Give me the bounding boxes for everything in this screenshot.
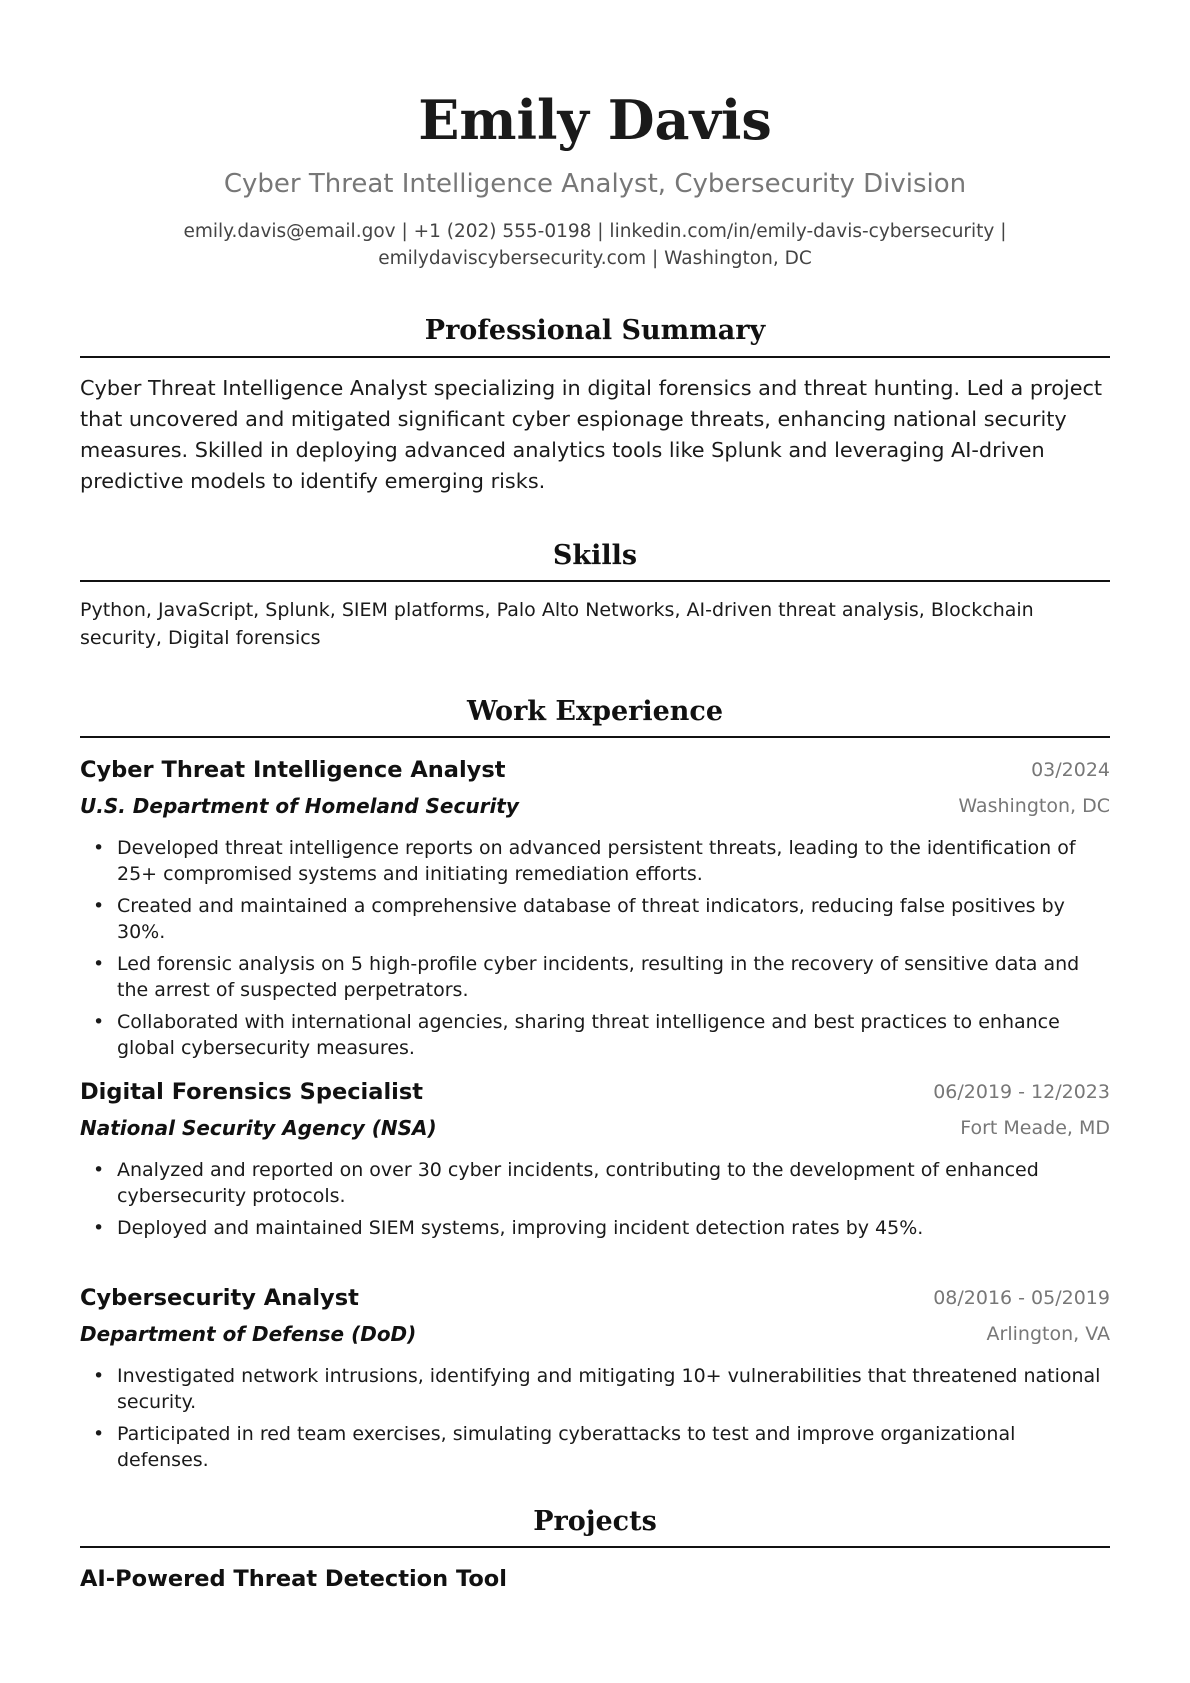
- job-bullets: [80, 1157, 1110, 1247]
- section-divider: [80, 1546, 1110, 1548]
- summary-text: Cyber Threat Intelligence Analyst specializing in digital forensics and threat hunting. Led a project that uncovered and mitigated significant cyber espionage threats, enhancing national security measures. Skilled in deploying advanced analytics tools like Splunk and leveraging AI-driven predictive models to identify emerging risks.: [80, 376, 1103, 493]
- skills-text: Python, JavaScript, Splunk, SIEM platforms, Palo Alto Networks, AI-driven threat analysis, Blockchain security, Digital forensics: [80, 599, 1034, 649]
- candidate-title: Cyber Threat Intelligence Analyst, Cybersecurity Division: [223, 169, 967, 199]
- job-location: Arlington, VA: [986, 1323, 1110, 1345]
- job-bullets: [80, 1363, 1110, 1479]
- job-date: 08/2016 - 05/2019: [933, 1287, 1110, 1309]
- bullet-marker: •: [93, 1217, 105, 1239]
- bullet-marker: •: [93, 953, 105, 975]
- bullet-marker: •: [93, 1159, 105, 1181]
- contact-line-1: emily.davis@email.gov | +1 (202) 555-0198 | linkedin.com/in/emily-davis-cybersecurity |: [183, 221, 1007, 242]
- candidate-name: Emily Davis: [418, 88, 772, 152]
- job-bullet: • Collaborated with international agencies, sharing threat intelligence and best practices to enhance global cybersecurity measures.: [93, 1011, 1060, 1059]
- section-divider: [80, 736, 1110, 738]
- job-bullet: • Participated in red team exercises, simulating cyberattacks to test and improve organizational defenses.: [93, 1423, 1016, 1471]
- section-divider: [80, 580, 1110, 582]
- job-title: Digital Forensics Specialist: [80, 1079, 424, 1105]
- contact-line-2: emilydaviscybersecurity.com | Washington, DC: [378, 248, 812, 269]
- job-date: 06/2019 - 12/2023: [933, 1081, 1110, 1103]
- bullet-marker: •: [93, 1423, 105, 1445]
- bullet-marker: •: [93, 1365, 105, 1387]
- bullet-marker: •: [93, 1011, 105, 1033]
- job-organization: Department of Defense (DoD): [80, 1322, 417, 1346]
- job-bullet: • Analyzed and reported on over 30 cyber incidents, contributing to the development of enhanced cybersecurity protocols.: [93, 1159, 1039, 1207]
- section-heading-summary: Professional Summary: [424, 315, 766, 346]
- section-heading-projects: Projects: [533, 1506, 657, 1537]
- section-heading-skills: Skills: [552, 540, 638, 571]
- job-organization: National Security Agency (NSA): [80, 1116, 437, 1140]
- section-heading-experience: Work Experience: [466, 696, 724, 727]
- job-bullets: [80, 835, 1110, 1067]
- job-bullet: • Developed threat intelligence reports on advanced persistent threats, leading to the identification of 25+ compromised systems and initiating remediation efforts.: [93, 837, 1076, 885]
- job-location: Fort Meade, MD: [960, 1117, 1110, 1139]
- job-date: 03/2024: [1031, 759, 1110, 781]
- job-bullet: • Deployed and maintained SIEM systems, improving incident detection rates by 45%.: [93, 1217, 924, 1239]
- job-bullet: • Investigated network intrusions, identifying and mitigating 10+ vulnerabilities that threatened national security.: [93, 1365, 1101, 1413]
- section-divider: [80, 356, 1110, 358]
- bullet-marker: •: [93, 895, 105, 917]
- bullet-marker: •: [93, 837, 105, 859]
- job-title: Cybersecurity Analyst: [80, 1285, 359, 1311]
- contact-info: [80, 218, 1110, 272]
- job-title: Cyber Threat Intelligence Analyst: [80, 757, 506, 783]
- job-location: Washington, DC: [958, 795, 1110, 817]
- job-bullet: • Created and maintained a comprehensive database of threat indicators, reducing false positives by 30%.: [93, 895, 1065, 943]
- job-bullet: • Led forensic analysis on 5 high-profile cyber incidents, resulting in the recovery of sensitive data and the arrest of suspected perpetrators.: [93, 953, 1080, 1001]
- job-organization: U.S. Department of Homeland Security: [80, 794, 519, 818]
- project-title: AI-Powered Threat Detection Tool: [80, 1566, 507, 1592]
